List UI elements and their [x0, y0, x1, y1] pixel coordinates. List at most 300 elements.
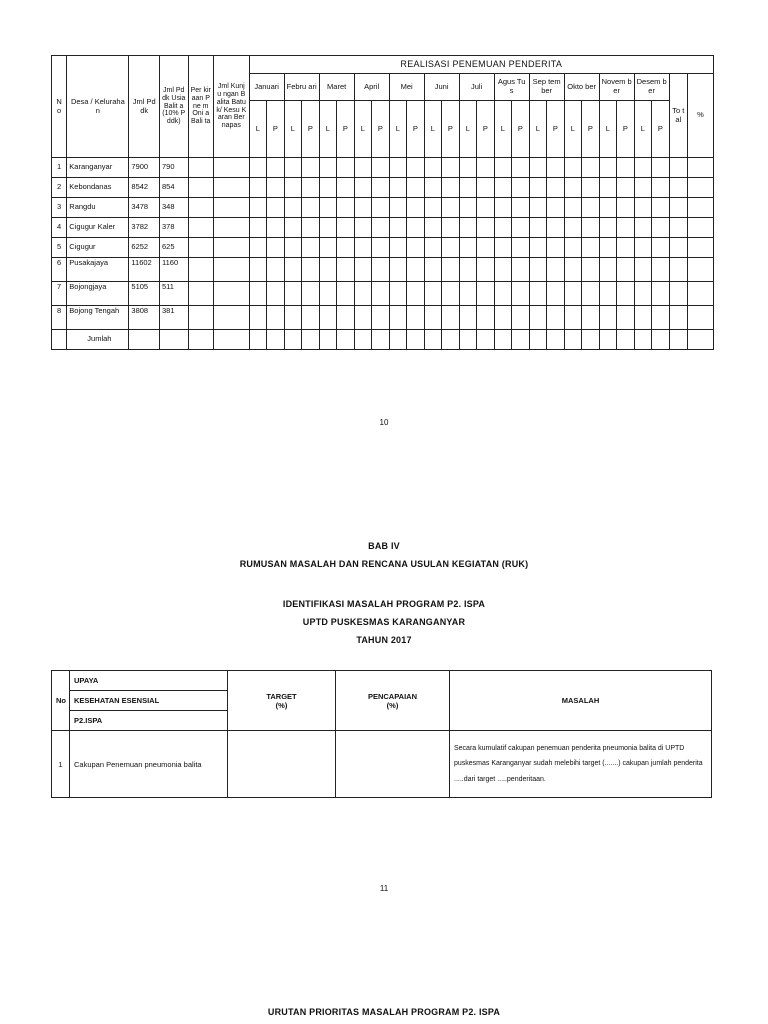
pencapaian-label: PENCAPAIAN [367, 691, 418, 701]
row-cell [512, 258, 530, 282]
t2-row-no: 1 [52, 731, 70, 798]
jumlah-row [52, 330, 714, 350]
row-cell [389, 282, 407, 306]
row-cell [372, 198, 390, 218]
row-cell [407, 178, 425, 198]
header-jml-kunjungan: Jml Kunju ngan Balita Batuk/ Kesu Karan Bernapas [213, 56, 249, 158]
row-jml-pddk: 6252 [129, 238, 160, 258]
row-cell [634, 258, 652, 282]
row-cell [494, 258, 512, 282]
jumlah-cell [459, 330, 477, 350]
table-row [52, 731, 712, 798]
row-cell [267, 178, 285, 198]
row-cell [302, 158, 320, 178]
jumlah-cell [284, 330, 302, 350]
row-cell [512, 218, 530, 238]
row-cell [407, 238, 425, 258]
row-cell [634, 282, 652, 306]
jumlah-cell [512, 330, 530, 350]
row-cell [267, 306, 285, 330]
table1-body [52, 158, 714, 350]
row-cell [249, 218, 267, 238]
row-cell [687, 198, 713, 218]
row-cell [547, 258, 565, 282]
row-cell [477, 198, 495, 218]
row-cell [582, 158, 600, 178]
jumlah-cell [389, 330, 407, 350]
row-cell [389, 158, 407, 178]
table-row [52, 258, 714, 282]
row-cell [354, 238, 372, 258]
row-jml-pddk: 7900 [129, 158, 160, 178]
row-cell [652, 198, 670, 218]
row-perkiraan [188, 306, 213, 330]
chapter-subtitle: RUMUSAN MASALAH DAN RENCANA USULAN KEGIATAN (RUK) [239, 559, 529, 569]
row-cell [319, 178, 337, 198]
t2-row-target [228, 731, 336, 798]
header-no: N o [52, 56, 67, 158]
header-laki: L [284, 101, 302, 158]
row-cell [302, 218, 320, 238]
row-cell [669, 306, 687, 330]
row-cell [424, 218, 442, 238]
row-cell [547, 198, 565, 218]
row-cell [582, 198, 600, 218]
month-header: Febru ari [284, 74, 319, 101]
row-cell [582, 238, 600, 258]
row-cell [634, 178, 652, 198]
header-laki: L [599, 101, 617, 158]
row-jml-pddk: 3782 [129, 218, 160, 238]
row-cell [389, 238, 407, 258]
row-cell [547, 282, 565, 306]
row-cell [494, 306, 512, 330]
row-cell [319, 306, 337, 330]
header-laki: L [249, 101, 267, 158]
jumlah-cell [634, 330, 652, 350]
row-cell [249, 238, 267, 258]
row-cell [372, 282, 390, 306]
row-cell [354, 282, 372, 306]
month-header: Januari [249, 74, 284, 101]
row-cell [302, 282, 320, 306]
header-perempuan: P [407, 101, 425, 158]
row-cell [337, 218, 355, 238]
pencapaian-unit: (%) [386, 700, 399, 710]
jumlah-cell [564, 330, 582, 350]
header-perkiraan-pneumonia: Per kir aan Pne m Oni a Bali ta [188, 56, 213, 158]
row-cell [652, 238, 670, 258]
row-cell [582, 306, 600, 330]
target-unit: (%) [275, 700, 288, 710]
row-cell [424, 238, 442, 258]
jumlah-cell [529, 330, 547, 350]
header-realisasi: REALISASI PENEMUAN PENDERITA [249, 56, 713, 74]
row-cell [652, 282, 670, 306]
row-cell [284, 258, 302, 282]
priority-heading: URUTAN PRIORITAS MASALAH PROGRAM P2. ISPA [267, 1007, 501, 1017]
row-cell [529, 282, 547, 306]
table-row [52, 198, 714, 218]
row-cell [354, 178, 372, 198]
jumlah-cell [599, 330, 617, 350]
row-jml-pddk: 3478 [129, 198, 160, 218]
row-cell [652, 218, 670, 238]
jumlah-cell [319, 330, 337, 350]
header-laki: L [564, 101, 582, 158]
row-cell [337, 238, 355, 258]
header-perempuan: P [512, 101, 530, 158]
row-cell [372, 258, 390, 282]
row-cell [529, 258, 547, 282]
row-jml-balita: 1160 [159, 258, 188, 282]
row-kunjungan [213, 258, 249, 282]
row-cell [354, 218, 372, 238]
jumlah-cell [547, 330, 565, 350]
row-cell [582, 258, 600, 282]
row-no: 7 [52, 282, 67, 306]
row-cell [477, 306, 495, 330]
row-cell [547, 158, 565, 178]
row-cell [424, 198, 442, 218]
row-cell [424, 158, 442, 178]
row-cell [582, 178, 600, 198]
jumlah-cell [652, 330, 670, 350]
row-cell [494, 158, 512, 178]
row-cell [267, 238, 285, 258]
row-cell [687, 238, 713, 258]
row-cell [267, 258, 285, 282]
row-no: 1 [52, 158, 67, 178]
row-cell [424, 258, 442, 282]
row-cell [512, 282, 530, 306]
row-jml-balita: 511 [159, 282, 188, 306]
row-cell [319, 218, 337, 238]
row-cell [529, 218, 547, 238]
row-cell [459, 306, 477, 330]
row-cell [564, 238, 582, 258]
row-cell [477, 282, 495, 306]
row-cell [529, 178, 547, 198]
row-cell [634, 238, 652, 258]
row-perkiraan [188, 178, 213, 198]
t2-row-pencapaian [336, 731, 450, 798]
row-cell [687, 158, 713, 178]
month-header: Juni [424, 74, 459, 101]
row-cell [494, 238, 512, 258]
row-cell [687, 306, 713, 330]
row-cell [529, 158, 547, 178]
row-cell [389, 258, 407, 282]
row-desa: Rangdu [67, 198, 129, 218]
row-cell [407, 218, 425, 238]
row-cell [302, 178, 320, 198]
row-desa: Pusakajaya [67, 258, 129, 282]
t2-header-upaya: UPAYA [70, 671, 228, 691]
row-cell [249, 282, 267, 306]
row-cell [669, 258, 687, 282]
row-cell [669, 158, 687, 178]
row-cell [442, 306, 460, 330]
month-header: Okto ber [564, 74, 599, 101]
row-jml-balita: 381 [159, 306, 188, 330]
row-cell [512, 238, 530, 258]
row-cell [564, 282, 582, 306]
table-row [52, 218, 714, 238]
row-cell [529, 306, 547, 330]
row-cell [442, 158, 460, 178]
row-cell [249, 178, 267, 198]
row-cell [599, 306, 617, 330]
row-cell [512, 158, 530, 178]
row-cell [494, 282, 512, 306]
row-cell [634, 198, 652, 218]
row-cell [442, 198, 460, 218]
row-cell [652, 258, 670, 282]
row-kunjungan [213, 238, 249, 258]
realisasi-penemuan-table [51, 55, 714, 350]
t2-header-kesehatan: KESEHATAN ESENSIAL [70, 691, 228, 711]
table-row [52, 282, 714, 306]
jumlah-cell [302, 330, 320, 350]
row-cell [599, 178, 617, 198]
row-cell [302, 258, 320, 282]
row-no: 8 [52, 306, 67, 330]
row-cell [564, 218, 582, 238]
month-header: April [354, 74, 389, 101]
row-cell [284, 178, 302, 198]
row-cell [284, 198, 302, 218]
row-cell [389, 178, 407, 198]
row-cell [547, 238, 565, 258]
t2-header-no: No [52, 671, 70, 731]
row-cell [284, 282, 302, 306]
row-cell [477, 178, 495, 198]
jumlah-cell [372, 330, 390, 350]
row-cell [617, 178, 635, 198]
row-cell [687, 218, 713, 238]
row-cell [442, 178, 460, 198]
row-cell [494, 198, 512, 218]
row-perkiraan [188, 238, 213, 258]
jumlah-cell [159, 330, 188, 350]
row-cell [477, 238, 495, 258]
row-cell [372, 218, 390, 238]
table-row [52, 158, 714, 178]
row-jml-balita: 854 [159, 178, 188, 198]
header-laki: L [459, 101, 477, 158]
month-header: Juli [459, 74, 494, 101]
row-cell [459, 258, 477, 282]
row-no: 4 [52, 218, 67, 238]
row-cell [372, 178, 390, 198]
row-perkiraan [188, 158, 213, 178]
row-cell [407, 282, 425, 306]
month-header: Maret [319, 74, 354, 101]
header-perempuan: P [302, 101, 320, 158]
row-cell [319, 238, 337, 258]
row-perkiraan [188, 282, 213, 306]
page-number-2: 11 [379, 884, 389, 893]
jumlah-cell [407, 330, 425, 350]
row-desa: Cigugur [67, 238, 129, 258]
row-cell [494, 178, 512, 198]
row-cell [617, 306, 635, 330]
row-cell [617, 282, 635, 306]
row-cell [459, 238, 477, 258]
row-cell [249, 198, 267, 218]
jumlah-cell [617, 330, 635, 350]
row-cell [529, 238, 547, 258]
jumlah-cell [354, 330, 372, 350]
section-title: IDENTIFIKASI MASALAH PROGRAM P2. ISPA [282, 599, 486, 609]
row-jml-pddk: 5105 [129, 282, 160, 306]
row-cell [617, 258, 635, 282]
target-label: TARGET [266, 691, 297, 701]
row-cell [267, 282, 285, 306]
t2-header-pencapaian [336, 671, 450, 731]
header-perempuan: P [442, 101, 460, 158]
month-header: Sep tember [529, 74, 564, 101]
header-laki: L [354, 101, 372, 158]
jumlah-cell [213, 330, 249, 350]
row-cell [354, 258, 372, 282]
jumlah-cell [669, 330, 687, 350]
month-header: Agus Tus [494, 74, 529, 101]
identifikasi-masalah-table [51, 670, 712, 798]
row-cell [319, 258, 337, 282]
row-cell [267, 198, 285, 218]
jumlah-cell [442, 330, 460, 350]
row-cell [442, 218, 460, 238]
jumlah-cell [337, 330, 355, 350]
row-cell [617, 158, 635, 178]
row-no: 3 [52, 198, 67, 218]
row-cell [337, 158, 355, 178]
month-header: Mei [389, 74, 424, 101]
header-perempuan: P [582, 101, 600, 158]
row-cell [547, 178, 565, 198]
row-cell [687, 258, 713, 282]
row-cell [564, 306, 582, 330]
row-desa: Cigugur Kaler [67, 218, 129, 238]
jumlah-label: Jumlah [67, 330, 129, 350]
header-laki: L [634, 101, 652, 158]
chapter-title: BAB IV [368, 541, 400, 551]
header-laki: L [494, 101, 512, 158]
row-cell [669, 282, 687, 306]
row-cell [424, 178, 442, 198]
row-jml-balita: 790 [159, 158, 188, 178]
row-cell [617, 198, 635, 218]
row-cell [564, 178, 582, 198]
row-cell [669, 178, 687, 198]
header-percent: % [687, 74, 713, 158]
row-perkiraan [188, 218, 213, 238]
row-jml-pddk: 11602 [129, 258, 160, 282]
row-cell [389, 306, 407, 330]
header-desa: Desa / Kelurahan [67, 56, 129, 158]
table-row [52, 238, 714, 258]
jumlah-cell [249, 330, 267, 350]
row-cell [599, 258, 617, 282]
row-jml-balita: 378 [159, 218, 188, 238]
row-jml-balita: 348 [159, 198, 188, 218]
row-cell [547, 306, 565, 330]
t2-header-target [228, 671, 336, 731]
row-cell [249, 158, 267, 178]
row-cell [459, 218, 477, 238]
row-jml-pddk: 3808 [129, 306, 160, 330]
page-number: 10 [379, 418, 389, 427]
row-perkiraan [188, 258, 213, 282]
row-no: 6 [52, 258, 67, 282]
row-cell [302, 198, 320, 218]
row-jml-balita: 625 [159, 238, 188, 258]
row-cell [669, 238, 687, 258]
row-cell [494, 218, 512, 238]
row-desa: Bojong Tengah [67, 306, 129, 330]
row-cell [337, 306, 355, 330]
row-cell [407, 198, 425, 218]
header-perempuan: P [337, 101, 355, 158]
header-laki: L [389, 101, 407, 158]
header-perempuan: P [267, 101, 285, 158]
row-cell [267, 158, 285, 178]
header-laki: L [319, 101, 337, 158]
row-cell [669, 198, 687, 218]
row-cell [442, 282, 460, 306]
row-cell [337, 198, 355, 218]
t2-header-masalah: MASALAH [450, 671, 712, 731]
section-org: UPTD PUSKESMAS KARANGANYAR [302, 617, 466, 627]
row-cell [319, 282, 337, 306]
header-laki: L [424, 101, 442, 158]
row-cell [372, 238, 390, 258]
jumlah-cell [267, 330, 285, 350]
row-cell [302, 238, 320, 258]
row-cell [564, 198, 582, 218]
row-kunjungan [213, 178, 249, 198]
row-cell [389, 198, 407, 218]
jumlah-cell [494, 330, 512, 350]
header-perempuan: P [652, 101, 670, 158]
jumlah-cell [582, 330, 600, 350]
row-cell [284, 218, 302, 238]
row-cell [354, 198, 372, 218]
header-perempuan: P [547, 101, 565, 158]
t2-row-masalah: Secara kumulatif cakupan penemuan penderita pneumonia balita di UPTD puskesmas Karanganyar sudah melebihi target (.......) cakupan jumlah penderita .....dari target .....penderitaan. [450, 731, 712, 798]
row-cell [459, 178, 477, 198]
row-cell [459, 282, 477, 306]
row-cell [599, 238, 617, 258]
jumlah-cell [129, 330, 160, 350]
row-no: 2 [52, 178, 67, 198]
jumlah-no [52, 330, 67, 350]
row-cell [319, 158, 337, 178]
header-total: To tal [669, 74, 687, 158]
row-cell [284, 238, 302, 258]
row-perkiraan [188, 198, 213, 218]
row-cell [354, 158, 372, 178]
section-year: TAHUN 2017 [356, 635, 412, 645]
row-kunjungan [213, 282, 249, 306]
row-cell [512, 178, 530, 198]
row-cell [687, 282, 713, 306]
row-cell [337, 178, 355, 198]
row-cell [652, 306, 670, 330]
t2-row-upaya: Cakupan Penemuan pneumonia balita [70, 731, 228, 798]
